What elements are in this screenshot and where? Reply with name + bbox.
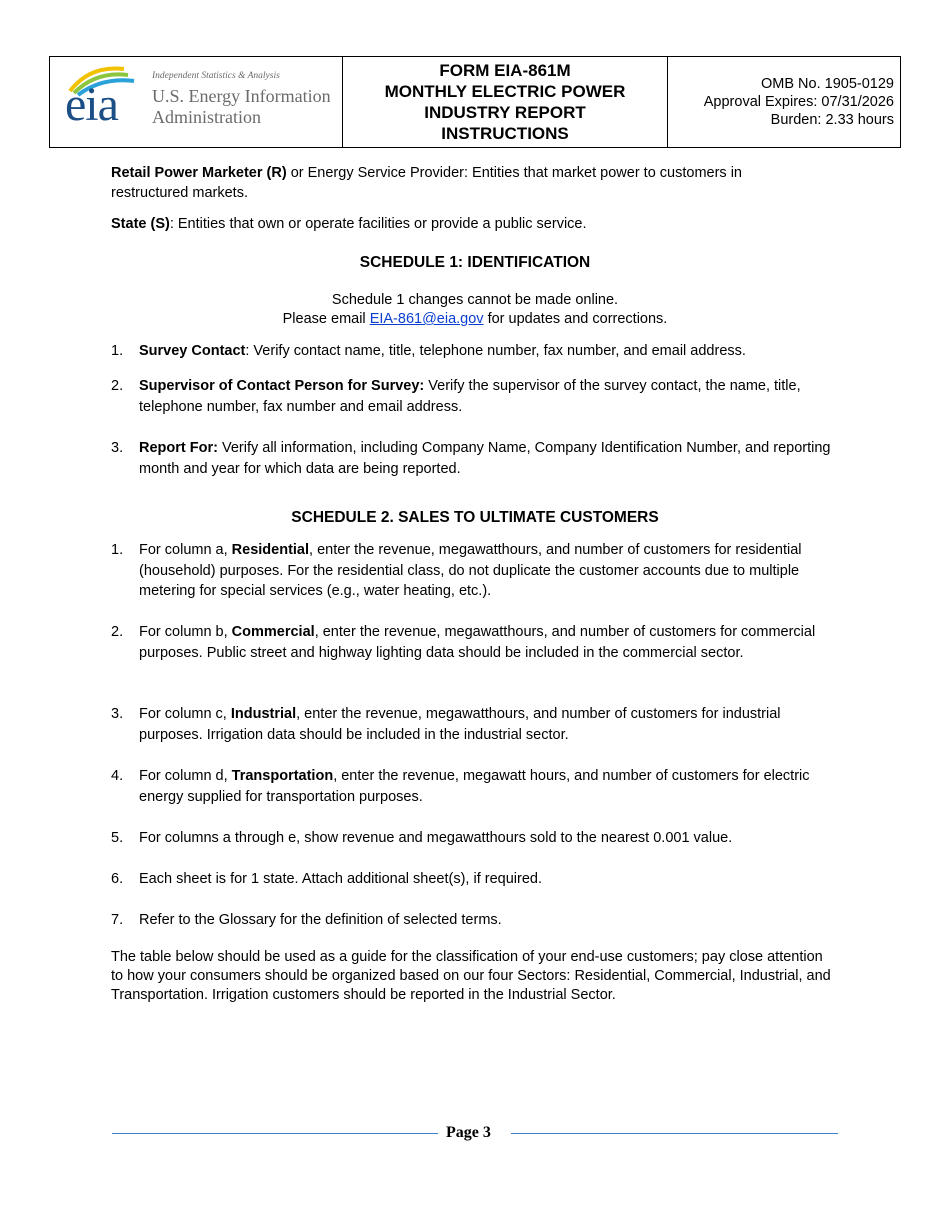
list-item-text: Verify the supervisor of the survey contact, the name, title, telephone number, fax number and email address. — [139, 378, 801, 415]
schedule2-heading: SCHEDULE 2. SALES TO ULTIMATE CUSTOMERS — [291, 509, 659, 526]
closing-paragraph: The table below should be used as a guide for the classification of your end-use customers; pay close attention to how your consumers should be organized based on our four Sectors: Residential, Commercial, Industrial, and Transportation. Irrigation customers should be reported in the Industrial Sector. — [111, 949, 831, 1003]
list-item — [111, 376, 831, 417]
approval-expires: Approval Expires: 07/31/2026 — [703, 94, 894, 110]
list-item-pre: For column c, — [139, 706, 231, 722]
list-item — [111, 766, 831, 807]
form-title-line: FORM EIA-861M — [439, 61, 571, 80]
eia-wordmark: eia — [65, 78, 118, 131]
form-title-line: INSTRUCTIONS — [441, 124, 569, 143]
list-number: 2. — [111, 624, 124, 640]
list-number: 1. — [111, 343, 124, 359]
list-item-text: Verify all information, including Company Name, Company Identification Number, and reporting month and year for which data are being reported. — [139, 440, 831, 477]
page-number: Page 3 — [446, 1124, 491, 1141]
definition-term: State (S) — [111, 216, 170, 232]
list-item-pre: For column a, — [139, 542, 232, 558]
logo-tagline: Independent Statistics & Analysis — [152, 71, 280, 81]
definition-text: : Entities that own or operate facilities or provide a public service. — [169, 216, 587, 232]
omb-number: OMB No. 1905-0129 — [761, 76, 894, 92]
list-item-term: Survey Contact — [139, 343, 246, 359]
list-item-pre: For column d, — [139, 768, 232, 784]
state-definition — [111, 214, 831, 234]
definition-text: or Energy Service Provider: Entities that market power to customers in — [286, 165, 742, 181]
list-item-pre: For column b, — [139, 624, 232, 640]
list-item — [111, 341, 831, 362]
list-item-text: For columns a through e, show revenue and megawatthours sold to the nearest 0.001 value. — [139, 830, 733, 846]
list-item — [111, 869, 831, 890]
list-item-text: , enter the revenue, megawatthours, and number of customers for residential (household) purposes. For the residential class, do not duplicate the customer accounts due to multiple metering for special services (e.g., water heating, etc.). — [139, 542, 802, 599]
list-item — [111, 438, 831, 479]
list-item-term: Transportation — [231, 768, 334, 784]
logo-name-line-2: Administration — [152, 107, 261, 127]
list-item — [111, 828, 831, 849]
list-number: 5. — [111, 830, 124, 846]
form-title — [343, 57, 668, 147]
form-title-line: MONTHLY ELECTRIC POWER — [384, 82, 626, 101]
list-item-term: Commercial — [231, 624, 315, 640]
list-number: 6. — [111, 871, 124, 887]
list-item-term: Industrial — [230, 706, 297, 722]
footer-rule-left — [112, 1133, 438, 1134]
schedule1-note — [111, 291, 839, 329]
list-item-text: : Verify contact name, title, telephone number, fax number, and email address. — [245, 343, 746, 359]
list-number: 4. — [111, 768, 124, 784]
list-item — [111, 622, 831, 663]
schedule1-note-pre: Please email — [282, 311, 370, 327]
eia-logo-cell — [50, 57, 343, 147]
footer-rule-right — [511, 1133, 838, 1134]
list-item-text: , enter the revenue, megawatt hours, and number of customers for electric energy supplied for transportation purposes. — [139, 768, 810, 805]
eia-logo — [62, 61, 332, 141]
definition-term: Retail Power Marketer (R) — [111, 165, 287, 181]
list-item-text: Refer to the Glossary for the definition of selected terms. — [139, 912, 502, 928]
list-item — [111, 704, 831, 745]
schedule1-note-line1: Schedule 1 changes cannot be made online. — [331, 292, 619, 308]
logo-name-line-1: U.S. Energy Information — [152, 86, 331, 106]
list-item — [111, 540, 831, 602]
list-number: 3. — [111, 440, 124, 456]
list-item-text: , enter the revenue, megawatthours, and number of customers for commercial purposes. Public street and highway lighting data should be included in the commercial sector. — [139, 624, 816, 661]
retail-marketer-definition — [111, 163, 831, 203]
form-title-line: INDUSTRY REPORT — [424, 103, 586, 122]
list-item — [111, 910, 831, 931]
list-item-term: Report For: — [139, 440, 218, 456]
logo-agency-name — [152, 86, 331, 128]
schedule1-note-post: for updates and corrections. — [483, 311, 668, 327]
form-header — [49, 56, 901, 148]
list-number: 2. — [111, 378, 124, 394]
omb-info — [668, 57, 900, 147]
list-number: 3. — [111, 706, 124, 722]
list-number: 7. — [111, 912, 124, 928]
list-item-term: Supervisor of Contact Person for Survey: — [139, 378, 425, 394]
list-item-text: , enter the revenue, megawatthours, and number of customers for industrial purposes. Irrigation data should be included in the industrial sector. — [139, 706, 781, 743]
schedule1-heading: SCHEDULE 1: IDENTIFICATION — [359, 254, 591, 271]
burden-hours: Burden: 2.33 hours — [770, 112, 894, 128]
email-link[interactable]: EIA-861@eia.gov — [369, 311, 484, 327]
definition-text-cont: restructured markets. — [111, 185, 248, 201]
list-item-text: Each sheet is for 1 state. Attach additional sheet(s), if required. — [139, 871, 542, 887]
list-item-term: Residential — [231, 542, 310, 558]
list-number: 1. — [111, 542, 124, 558]
